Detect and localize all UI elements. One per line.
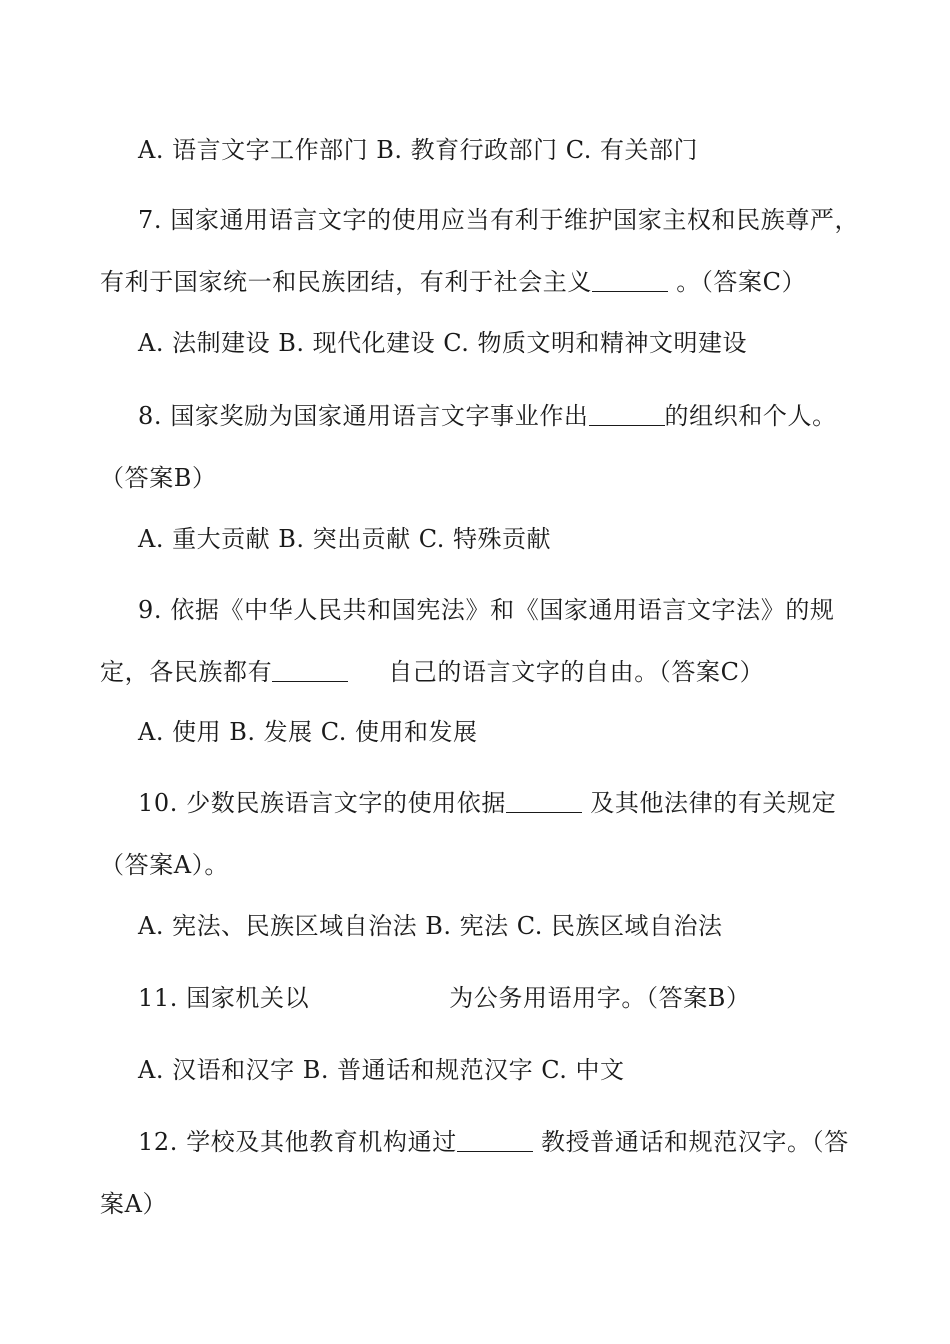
question-11-text: 11. 国家机关以 xyxy=(138,984,310,1012)
answer-blank xyxy=(272,659,348,682)
question-10 xyxy=(100,772,860,896)
question-9-text: 9. 依据《中华人民共和国宪法》和《国家通用语言文字法》的规定，各民族都有 xyxy=(100,596,835,686)
answer-blank xyxy=(506,790,582,813)
answer-blank xyxy=(457,1129,533,1152)
question-8 xyxy=(100,385,860,509)
question-9-answer: 自己的语言文字的自由。（答案C） xyxy=(388,658,765,686)
options-10: A. 宪法、民族区域自治法 B. 宪法 C. 民族区域自治法 xyxy=(138,912,723,940)
options-7: A. 法制建设 B. 现代化建设 C. 物质文明和精神文明建设 xyxy=(138,329,748,357)
question-9 xyxy=(100,579,860,703)
question-11 xyxy=(100,967,860,1029)
options-9: A. 使用 B. 发展 C. 使用和发展 xyxy=(138,718,478,746)
options-6: A. 语言文字工作部门 B. 教育行政部门 C. 有关部门 xyxy=(138,136,699,164)
question-11-answer: 为公务用语用字。（答案B） xyxy=(449,984,751,1012)
question-8-answer: 的组织和个人。（答案B） xyxy=(100,402,837,492)
question-12-answer: 教授普通话和规范汉字。（答案A） xyxy=(100,1128,849,1218)
question-7-text: 7. 国家通用语言文字的使用应当有利于维护国家主权和民族尊严，有利于国家统一和民族团结，有利于社会主义 xyxy=(100,206,860,296)
question-8-text: 8. 国家奖励为国家通用语言文字事业作出 xyxy=(138,402,589,430)
question-10-text: 10. 少数民族语言文字的使用依据 xyxy=(138,789,506,817)
question-7-answer: 。（答案C） xyxy=(668,268,807,296)
answer-blank xyxy=(592,269,668,292)
question-7 xyxy=(100,189,860,313)
answer-blank xyxy=(589,403,665,426)
question-12 xyxy=(100,1111,860,1235)
question-10-answer: 及其他法律的有关规定（答案A）。 xyxy=(100,789,837,879)
options-11: A. 汉语和汉字 B. 普通话和规范汉字 C. 中文 xyxy=(138,1056,625,1084)
options-8: A. 重大贡献 B. 突出贡献 C. 特殊贡献 xyxy=(138,525,552,553)
question-12-text: 12. 学校及其他教育机构通过 xyxy=(138,1128,457,1156)
